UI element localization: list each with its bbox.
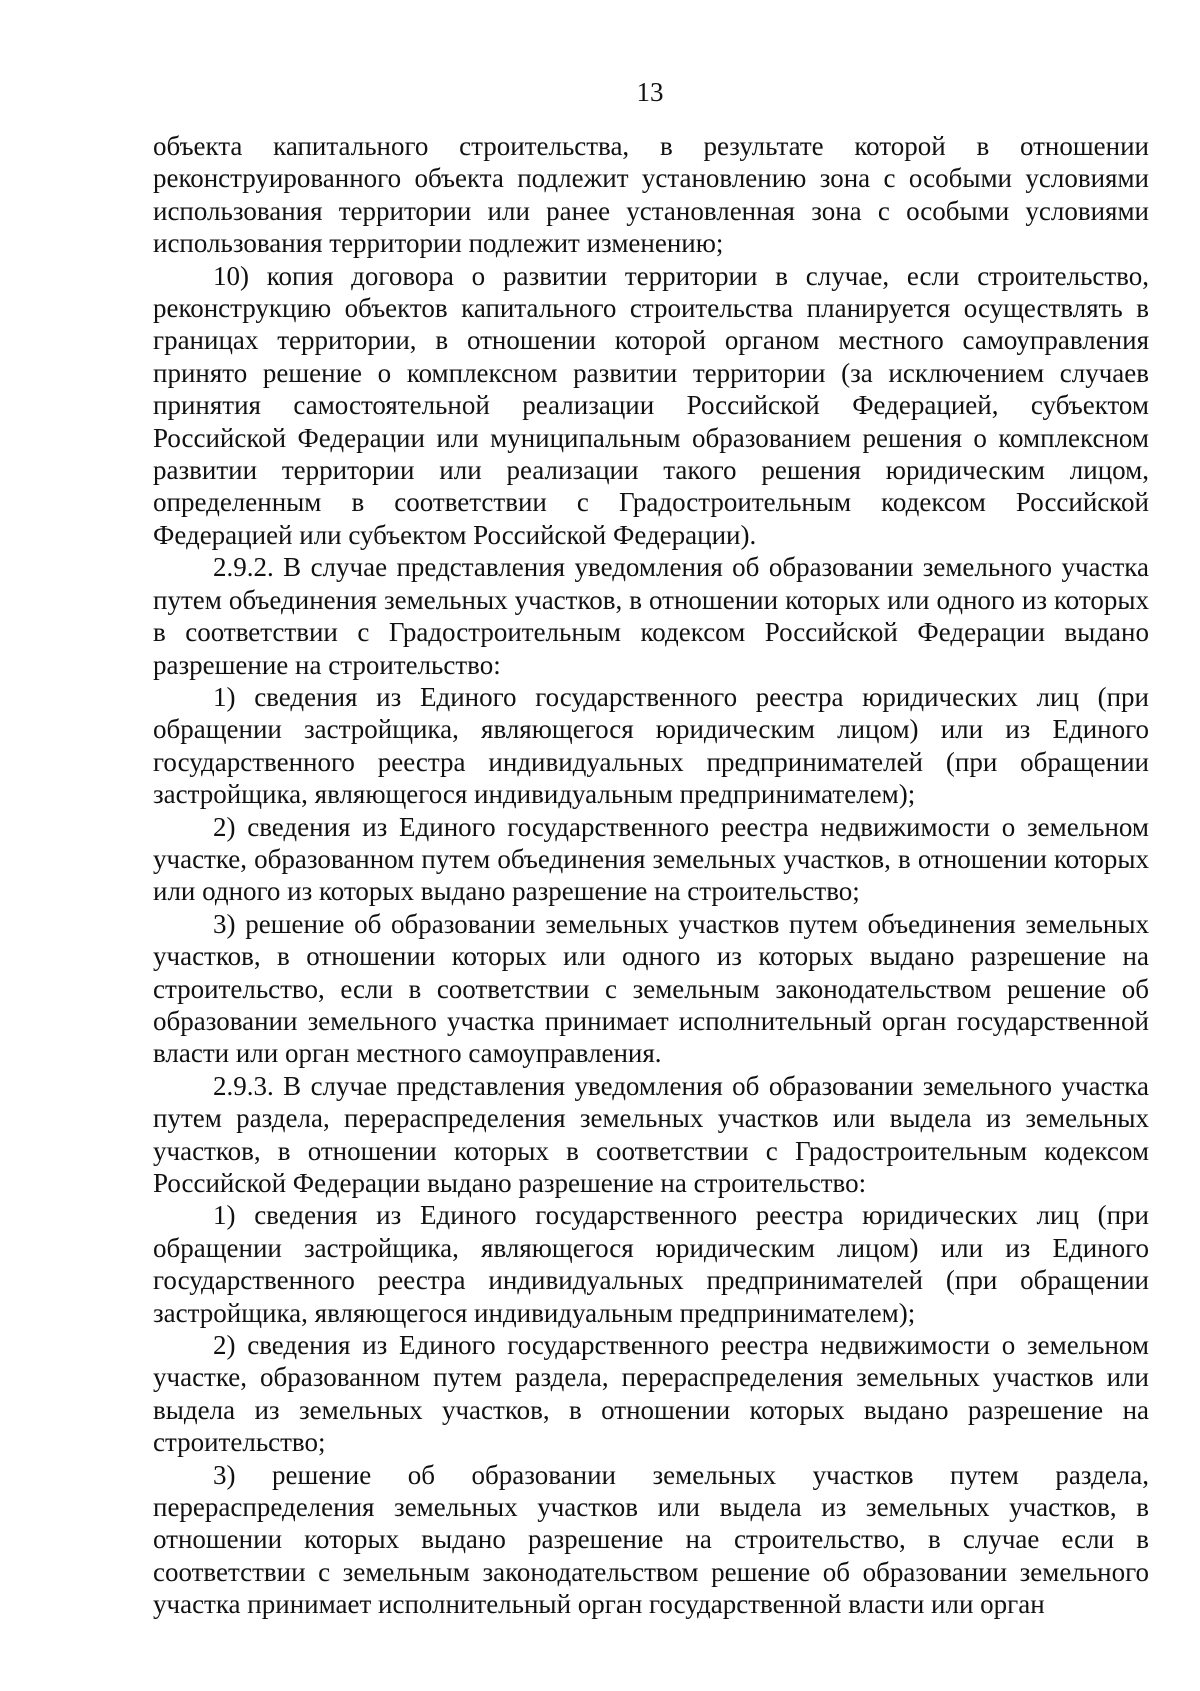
paragraph-2-9-2-item-1: 1) сведения из Единого государственного реестра юридических лиц (при обращении застройщика, являющегося юридическим лицом) или из Единого государственного реестра индивидуальных предпринимателей (при обращении застройщика, являющегося индивидуальным предпринимателем); (153, 681, 1149, 810)
paragraph-section-2-9-2: 2.9.2. В случае представления уведомления об образовании земельного участка путем объединения земельных участков, в отношении которых или одного из которых в соответствии с Градостроительным кодексом Российской Федерации выдано разрешение на строительство: (153, 552, 1149, 680)
document-body (153, 130, 1149, 1621)
paragraph-continuation: объекта капитального строительства, в результате которой в отношении реконструированного объекта подлежит установлению зона с особыми условиями использования территории или ранее установленная зона с особыми условиями использования территории подлежит изменению; (153, 131, 1149, 259)
paragraph-section-2-9-3: 2.9.3. В случае представления уведомления об образовании земельного участка путем раздела, перераспределения земельных участков или выдела из земельных участков, в отношении которых в соответствии с Градостроительным кодексом Российской Федерации выдано разрешение на строительство: (153, 1070, 1149, 1198)
paragraph-2-9-3-item-1: 1) сведения из Единого государственного реестра юридических лиц (при обращении застройщика, являющегося юридическим лицом) или из Единого государственного реестра индивидуальных предпринимателей (при обращении застройщика, являющегося индивидуальным предпринимателем); (153, 1200, 1149, 1328)
page-number: 13 (636, 77, 664, 107)
paragraph-item-10: 10) копия договора о развитии территории в случае, если строительство, реконструкцию объектов капитального строительства планируется осуществлять в границах территории, в отношении которой органом местного самоуправления принято решение о комплексном развитии территории (за исключением случаев принятия самостоятельной реализации Российской Федерацией, субъектом Российской Федерации или муниципальным образованием решения о комплексном развитии территории или реализации такого решения юридическим лицом, определенным в соответствии с Градостроительным кодексом Российской Федерацией или субъектом Российской Федерации). (153, 260, 1149, 550)
paragraph-2-9-3-item-2: 2) сведения из Единого государственного реестра недвижимости о земельном участке, образованном путем раздела, перераспределения земельных участков или выдела из земельных участков, в отношении которых выдано разрешение на строительство; (153, 1330, 1149, 1458)
paragraph-2-9-2-item-3: 3) решение об образовании земельных участков путем объединения земельных участков, в отношении которых или одного из которых выдано разрешение на строительство, если в соответствии с земельным законодательством решение об образовании земельного участка принимает исполнительный орган государственной власти или орган местного самоуправления. (153, 908, 1149, 1069)
paragraph-2-9-2-item-2: 2) сведения из Единого государственного реестра недвижимости о земельном участке, образованном путем объединения земельных участков, в отношении которых или одного из которых выдано разрешение на строительство; (153, 811, 1149, 907)
paragraph-2-9-3-item-3: 3) решение об образовании земельных участков путем раздела, перераспределения земельных участков или выдела из земельных участков, в отношении которых выдано разрешение на строительство, в случае если в соответствии с земельным законодательством решение об образовании земельного участка принимает исполнительный орган государственной власти или орган (153, 1459, 1149, 1620)
